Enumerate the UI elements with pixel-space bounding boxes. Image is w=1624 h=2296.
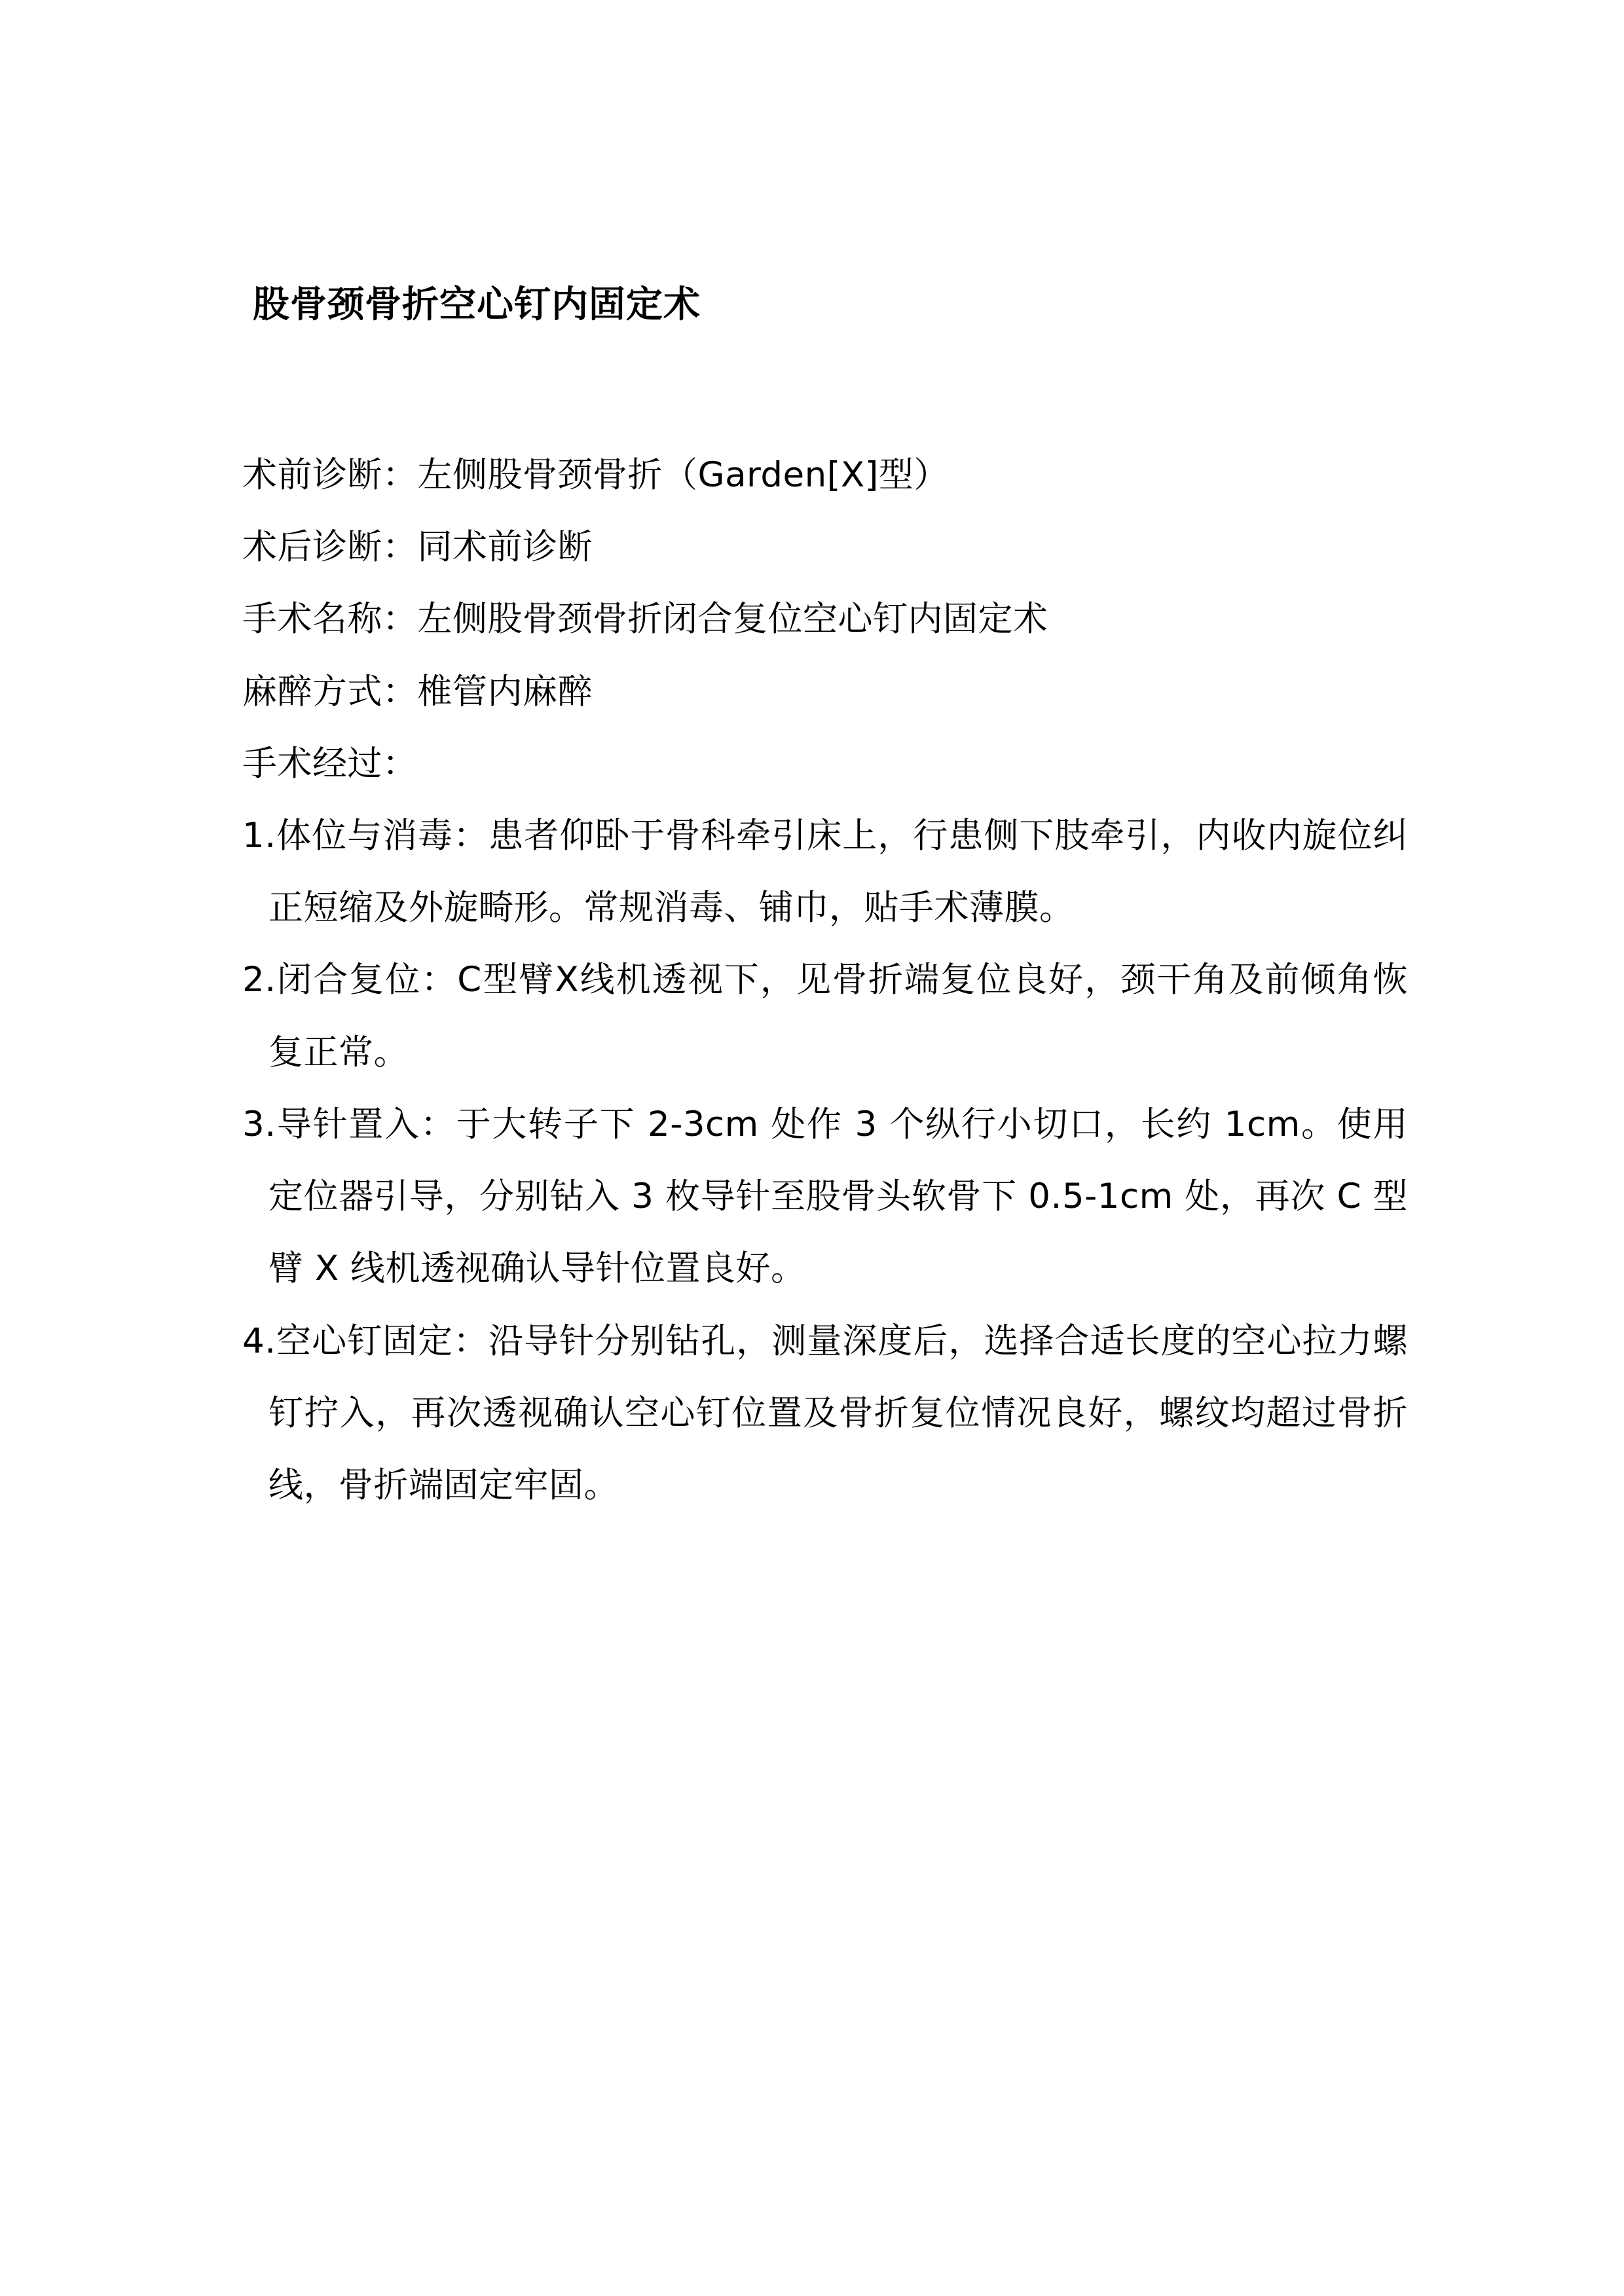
field-operation-name: 手术名称：左侧股骨颈骨折闭合复位空心钉内固定术 <box>242 599 1048 640</box>
field-operation-course-label: 手术经过： <box>242 743 418 784</box>
document-body <box>242 439 1408 1522</box>
step-3-guide-pin-insertion: 3.导针置入：于大转子下 2-3cm 处作 3 个纵行小切口，长约 1cm。使用定位器引导，分别钻入 3 枚导针至股骨头软骨下 0.5-1cm 处，再次 C 型臂 X 线机透视确认导针位置良好。 <box>242 1104 1408 1289</box>
page-title: 股骨颈骨折空心钉内固定术 <box>253 283 701 326</box>
field-preop-diagnosis: 术前诊断：左侧股骨颈骨折（Garden[X]型） <box>242 454 949 495</box>
step-4-cannulated-screw-fixation: 4.空心钉固定：沿导针分别钻孔，测量深度后，选择合适长度的空心拉力螺钉拧入，再次透视确认空心钉位置及骨折复位情况良好，螺纹均超过骨折线，骨折端固定牢固。 <box>242 1321 1408 1506</box>
step-1-position-and-disinfection: 1.体位与消毒：患者仰卧于骨科牵引床上，行患侧下肢牵引，内收内旋位纠正短缩及外旋畸形。常规消毒、铺巾，贴手术薄膜。 <box>242 815 1408 928</box>
step-2-closed-reduction: 2.闭合复位：C型臂X线机透视下，见骨折端复位良好，颈干角及前倾角恢复正常。 <box>242 960 1408 1072</box>
field-anesthesia-method: 麻醉方式：椎管内麻醉 <box>242 671 593 712</box>
field-postop-diagnosis: 术后诊断：同术前诊断 <box>242 527 593 568</box>
